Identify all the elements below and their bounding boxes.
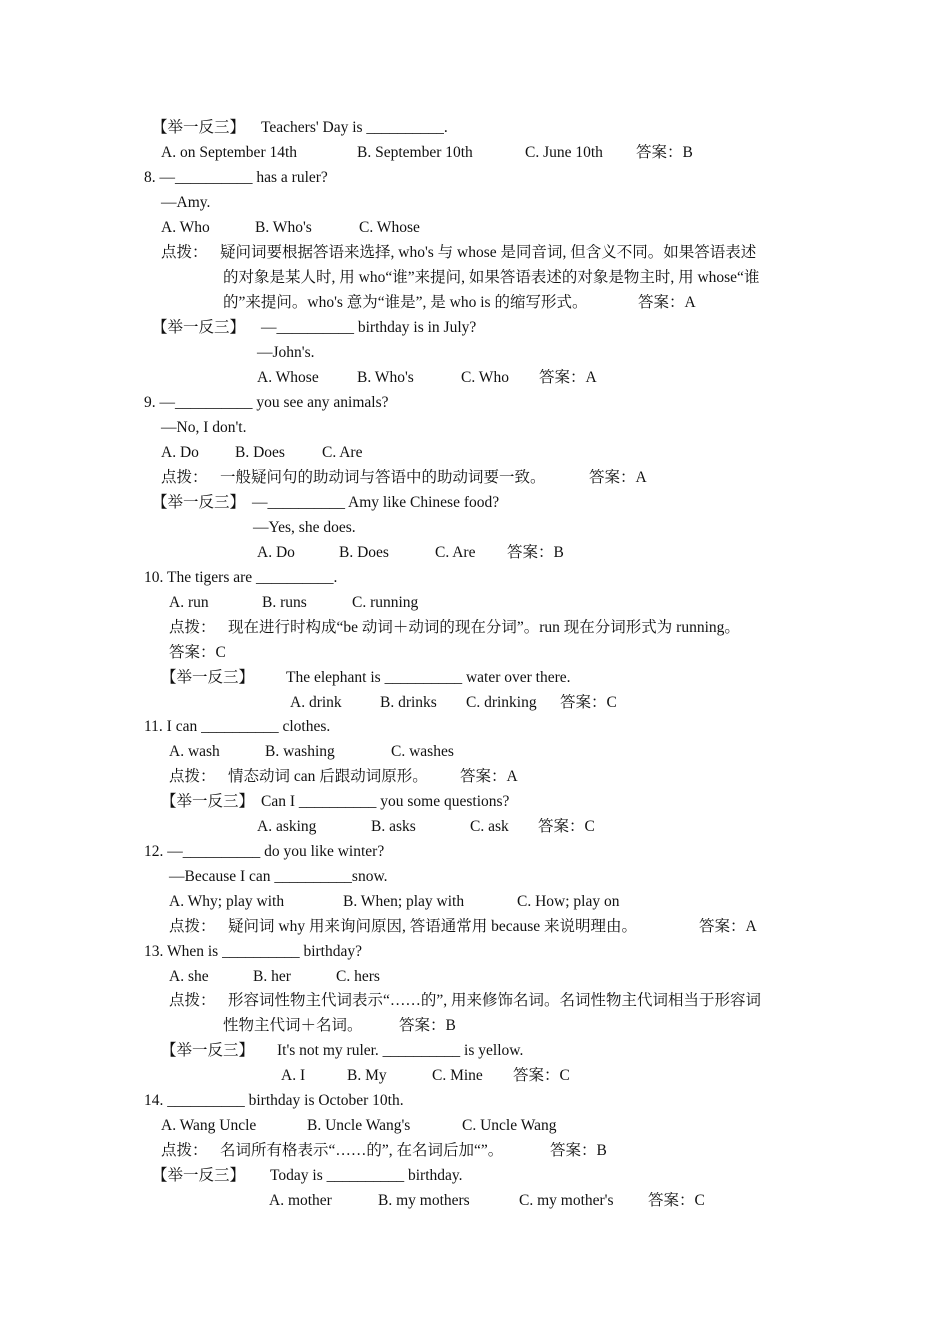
option-a: A. mother <box>269 1192 332 1209</box>
question-text: It's not my ruler. __________ is yellow. <box>277 1042 524 1059</box>
option-a: A. I <box>281 1067 306 1084</box>
answer-text: 答案：C <box>169 644 226 661</box>
option-a: A. Wang Uncle <box>161 1117 257 1134</box>
option-c: C. ask <box>470 818 509 835</box>
option-a: A. Do <box>257 544 295 561</box>
option-a: A. on September 14th <box>161 144 298 161</box>
answer-text: 答案：C <box>513 1067 570 1084</box>
option-b: B. washing <box>265 743 335 760</box>
option-b: B. drinks <box>380 694 437 711</box>
reply-text: —Because I can __________snow. <box>169 868 388 885</box>
tip-text: 形容词性物主代词表示“……的”, 用来修饰名词。名词性物主代词相当于形容词 <box>228 992 762 1009</box>
tip-label: 点拨： <box>161 1142 208 1159</box>
option-b: B. my mothers <box>378 1192 470 1209</box>
tip-text: 情态动词 can 后跟动词原形。 <box>228 768 428 785</box>
tip-text: 性物主代词＋名词。 <box>223 1017 363 1034</box>
answer-text: 答案：B <box>636 144 693 161</box>
reply-text: —Amy. <box>161 194 211 211</box>
option-b: B. September 10th <box>357 144 473 161</box>
extension-label: 【举一反三】 <box>161 1042 255 1059</box>
extension-label: 【举一反三】 <box>152 319 246 336</box>
option-c: C. running <box>352 594 419 611</box>
question-text: 10. The tigers are __________. <box>144 569 338 586</box>
option-c: C. my mother's <box>519 1192 614 1209</box>
question-text: Today is __________ birthday. <box>270 1167 463 1184</box>
question-text: Can I __________ you some questions? <box>261 793 510 810</box>
option-b: B. Does <box>235 444 285 461</box>
reply-text: —John's. <box>257 344 315 361</box>
option-c: C. Are <box>322 444 363 461</box>
question-text: 13. When is __________ birthday? <box>144 943 362 960</box>
option-a: A. she <box>169 968 209 985</box>
option-b: B. asks <box>371 818 416 835</box>
option-c: C. Who <box>461 369 509 386</box>
option-c: C. Uncle Wang <box>462 1117 557 1134</box>
extension-label: 【举一反三】 <box>152 494 246 511</box>
option-c: C. June 10th <box>525 144 603 161</box>
answer-text: 答案：C <box>648 1192 705 1209</box>
tip-label: 点拨： <box>161 244 208 261</box>
option-a: A. Who <box>161 219 210 236</box>
tip-label: 点拨： <box>169 768 216 785</box>
reply-text: —No, I don't. <box>161 419 247 436</box>
tip-text: 的对象是某人时, 用 who“谁”来提问, 如果答语表述的对象是物主时, 用 whose“谁 <box>223 269 760 286</box>
extension-label: 【举一反三】 <box>161 793 255 810</box>
option-c: C. Whose <box>359 219 420 236</box>
option-a: A. wash <box>169 743 220 760</box>
question-text: 11. I can __________ clothes. <box>144 718 331 735</box>
reply-text: —Yes, she does. <box>253 519 356 536</box>
question-text: 14. __________ birthday is October 10th. <box>144 1092 404 1109</box>
tip-text: 现在进行时构成“be 动词＋动词的现在分词”。run 现在分词形式为 running。 <box>228 619 740 636</box>
answer-text: 答案：A <box>460 768 518 785</box>
answer-text: 答案：A <box>589 469 647 486</box>
question-text: 8. —__________ has a ruler? <box>144 169 328 186</box>
question-text: The elephant is __________ water over there. <box>286 669 571 686</box>
option-a: A. drink <box>290 694 342 711</box>
option-c: C. How; play on <box>517 893 620 910</box>
question-text: 12. —__________ do you like winter? <box>144 843 385 860</box>
option-b: B. Who's <box>357 369 414 386</box>
option-c: C. Are <box>435 544 476 561</box>
question-text: —__________ Amy like Chinese food? <box>252 494 500 511</box>
extension-label: 【举一反三】 <box>152 119 246 136</box>
option-a: A. Do <box>161 444 199 461</box>
tip-label: 点拨： <box>169 619 216 636</box>
option-c: C. Mine <box>432 1067 483 1084</box>
question-text: Teachers' Day is __________. <box>261 119 448 136</box>
tip-text: 名词所有格表示“……的”, 在名词后加“”。 <box>220 1142 504 1159</box>
answer-text: 答案：A <box>539 369 597 386</box>
extension-label: 【举一反三】 <box>161 669 255 686</box>
tip-label: 点拨： <box>161 469 208 486</box>
option-c: C. washes <box>391 743 454 760</box>
option-b: B. her <box>253 968 291 985</box>
extension-label: 【举一反三】 <box>152 1167 246 1184</box>
question-text: 9. —__________ you see any animals? <box>144 394 389 411</box>
option-a: A. Why; play with <box>169 893 285 910</box>
answer-text: 答案：B <box>399 1017 456 1034</box>
answer-text: 答案：B <box>507 544 564 561</box>
tip-text: 疑问词要根据答语来选择, who's 与 whose 是同音词, 但含义不同。如果答语表述 <box>220 244 757 261</box>
option-c: C. drinking <box>466 694 537 711</box>
option-a: A. Whose <box>257 369 319 386</box>
option-b: B. When; play with <box>343 893 465 910</box>
option-c: C. hers <box>336 968 380 985</box>
answer-text: 答案：A <box>699 918 757 935</box>
answer-text: 答案：C <box>560 694 617 711</box>
option-b: B. Who's <box>255 219 312 236</box>
tip-text: 的”来提问。who's 意为“谁是”, 是 who is 的缩写形式。 <box>223 294 588 311</box>
option-b: B. Uncle Wang's <box>307 1117 411 1134</box>
option-b: B. My <box>347 1067 387 1084</box>
tip-label: 点拨： <box>169 918 216 935</box>
option-a: A. asking <box>257 818 317 835</box>
answer-text: 答案：B <box>550 1142 607 1159</box>
answer-text: 答案：A <box>638 294 696 311</box>
tip-label: 点拨： <box>169 992 216 1009</box>
option-b: B. runs <box>262 594 307 611</box>
question-text: —__________ birthday is in July? <box>261 319 477 336</box>
option-a: A. run <box>169 594 209 611</box>
tip-text: 疑问词 why 用来询问原因, 答语通常用 because 来说明理由。 <box>228 918 637 935</box>
answer-text: 答案：C <box>538 818 595 835</box>
option-b: B. Does <box>339 544 389 561</box>
tip-text: 一般疑问句的助动词与答语中的助动词要一致。 <box>220 469 546 486</box>
